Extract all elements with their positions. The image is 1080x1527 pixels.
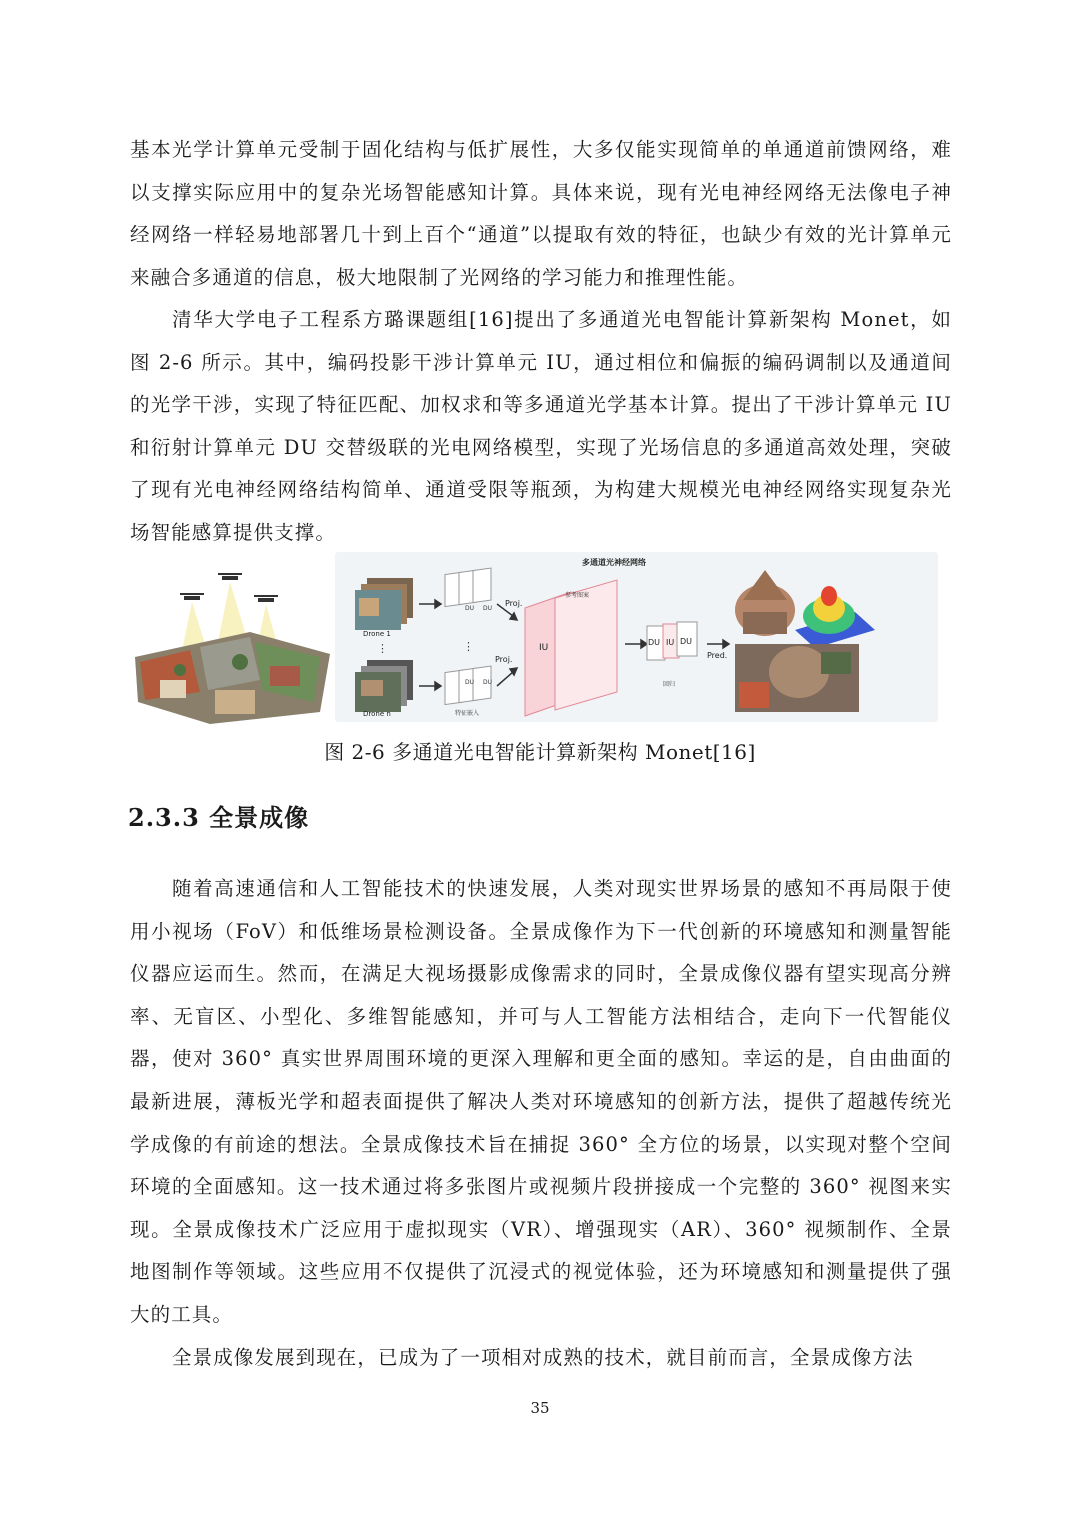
drone-icon: [180, 594, 204, 600]
ellipsis-mid: ⋮: [463, 640, 474, 653]
label-iu: IU: [539, 643, 549, 653]
label-regression: 回归: [663, 681, 676, 688]
figure-caption: 图 2-6 多通道光电智能计算新架构 Monet[16]: [324, 740, 756, 764]
paragraph-2: 清华大学电子工程系方璐课题组[16]提出了多通道光电智能计算新架构 Monet，如图 2-6 所示。其中，编码投影干涉计算单元 IU，通过相位和偏振的编码调制以及通道间的光学干涉，实现了特征匹配、加权求和等多通道光学基本计算。提出了干涉计算单元 IU 和衍射计算单元 DU 交替级联的光电网络模型，实现了光场信息的多通道高效处理，突破了现有光电神经网络结构简单、通道受限等瓶颈，为构建大规模光电神经网络实现复杂光场智能感算提供支撑。: [130, 308, 952, 544]
page-number: 35: [530, 1399, 550, 1417]
arrow-icon: [419, 600, 441, 690]
du-label: DU: [465, 679, 475, 686]
output-heatmap: [795, 586, 875, 648]
figure-2-6: [130, 552, 938, 724]
label-reference-pattern: 参考图案: [565, 592, 590, 599]
label-proj-bottom: Proj.: [495, 655, 513, 664]
paragraph-3: 随着高速通信和人工智能技术的快速发展，人类对现实世界场景的感知不再局限于使用小视场（FoV）和低维场景检测设备。全景成像作为下一代创新的环境感知和测量智能仪器应运而生。然而，在满足大视场摄影成像需求的同时，全景成像仪器有望实现高分辨率、无盲区、小型化、多维智能感知，并可与人工智能方法相结合，走向下一代智能仪器，使对 360° 真实世界周围环境的更深入理解和更全面的感知。幸运的是，自由曲面的最新进展，薄板光学和超表面提供了解决人类对环境感知的创新方法，提供了超越传统光学成像的有前途的想法。全景成像技术旨在捕捉 360° 全方位的场景，以实现对整个空间环境的全面感知。这一技术通过将多张图片或视频片段拼接成一个完整的 360° 视图来实现。全景成像技术广泛应用于虚拟现实（VR）、增强现实（AR）、360° 视频制作、全景地图制作等领域。这些应用不仅提供了沉浸式的视觉体验，还为环境感知和测量提供了强大的工具。: [130, 877, 952, 1326]
label-feature-embedding: 特征嵌入: [455, 710, 480, 717]
du-label: DU: [680, 637, 693, 646]
label-drone-n: Drone n: [363, 710, 391, 718]
arrow-icon: [497, 604, 517, 686]
label-iu: IU: [666, 638, 675, 647]
output-scene-photo: [735, 644, 859, 712]
drone-n-image-stack: [355, 660, 413, 712]
du-label: DU: [483, 679, 493, 686]
du-label: DU: [465, 605, 475, 612]
paragraph-4: 全景成像发展到现在，已成为了一项相对成熟的技术，就目前而言，全景成像方法: [172, 1346, 914, 1369]
section-heading: 2.3.3 全景成像: [128, 803, 310, 832]
du-label: DU: [483, 605, 493, 612]
panel-title: 多通道光神经网络: [582, 558, 646, 567]
label-pred: Pred.: [707, 651, 728, 660]
du-plates-top: [445, 568, 491, 606]
monet-architecture-panel: [335, 552, 938, 722]
drone-1-image-stack: [355, 578, 413, 630]
drone-icon: [218, 574, 242, 580]
paragraph-1: 基本光学计算单元受制于固化结构与低扩展性，大多仅能实现简单的单通道前馈网络，难以支撑实际应用中的复杂光场智能感知计算。具体来说，现有光电神经网络无法像电子神经网络一样轻易地部署几十到上百个“通道”以提取有效的特征，也缺少有效的光计算单元来融合多通道的信息，极大地限制了光网络的学习能力和推理性能。: [130, 138, 952, 289]
label-drone-1: Drone 1: [363, 630, 391, 638]
output-reconstruction: [735, 570, 795, 636]
ellipsis-left: ⋮: [377, 642, 388, 655]
label-proj-top: Proj.: [505, 599, 523, 608]
drone-scene-illustration: [130, 562, 335, 724]
drone-icon: [254, 596, 278, 602]
du-label: DU: [648, 638, 661, 647]
